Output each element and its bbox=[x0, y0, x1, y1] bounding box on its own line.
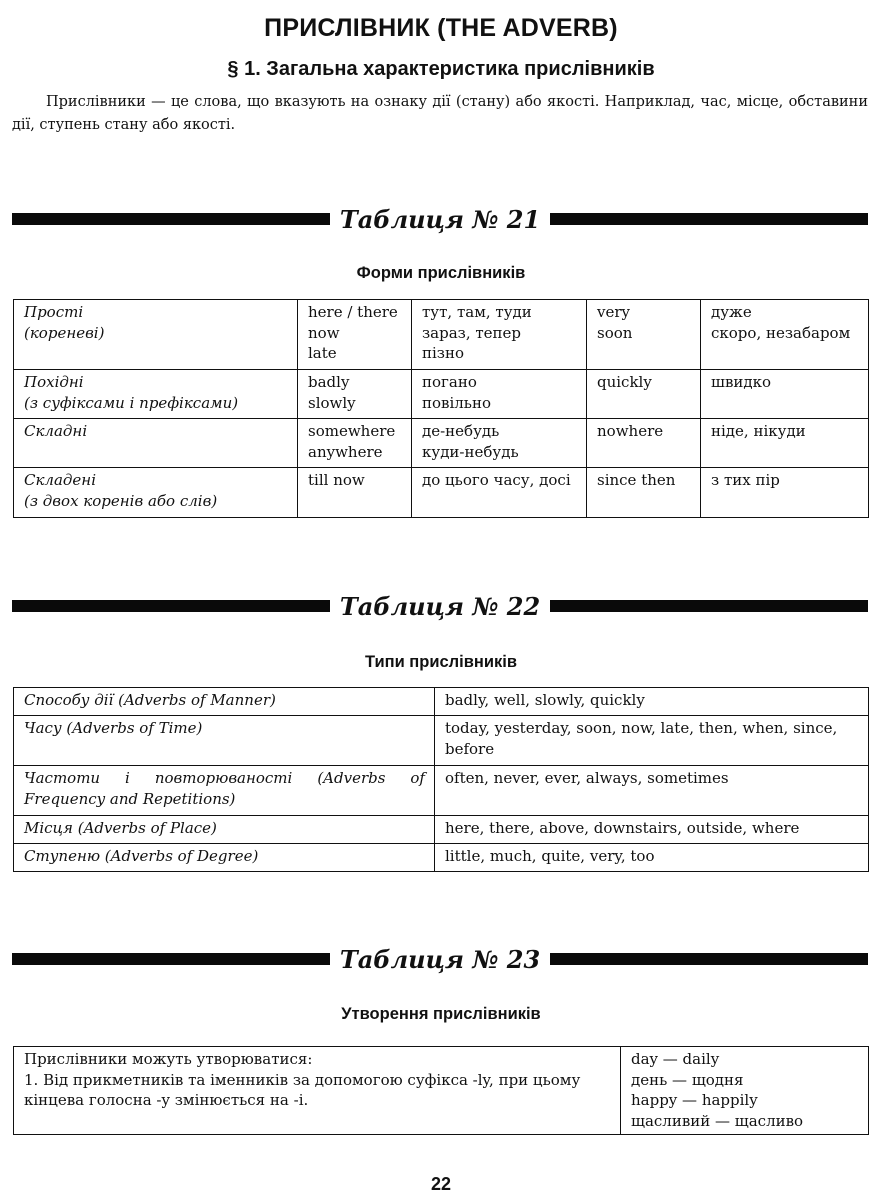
table-21-heading: Таблиця № 21 bbox=[339, 204, 541, 234]
formation-example: щасливий — щасливо bbox=[631, 1111, 804, 1130]
cell-line: куди-небудь bbox=[422, 442, 519, 461]
table-row bbox=[14, 1047, 869, 1135]
adverb-examples-cell: little, much, quite, very, too bbox=[435, 844, 869, 872]
cell-line: slowly bbox=[308, 393, 356, 412]
cell-line: ніде, нікуди bbox=[711, 422, 806, 440]
cell-line: (з двох коренів або слів) bbox=[24, 491, 218, 510]
formation-example: день — щодня bbox=[631, 1070, 744, 1089]
table-23-banner bbox=[12, 943, 868, 975]
formation-example: happy — happily bbox=[631, 1091, 758, 1109]
cell-line: very bbox=[597, 303, 630, 321]
table-row bbox=[14, 419, 869, 468]
cell-line: дуже bbox=[711, 303, 752, 321]
forms-cell-en1 bbox=[298, 300, 412, 370]
table-row bbox=[14, 468, 869, 518]
cell-line: Складені bbox=[24, 471, 96, 489]
page-number: 22 bbox=[430, 1174, 452, 1194]
formation-examples-cell bbox=[621, 1047, 869, 1135]
table-row bbox=[14, 370, 869, 419]
forms-cell-ua2 bbox=[701, 468, 869, 518]
forms-cell-ua2 bbox=[701, 300, 869, 370]
forms-cell-ua1 bbox=[412, 370, 587, 419]
adverb-type-cell: Місця (Adverbs of Place) bbox=[14, 816, 435, 844]
formation-rule-intro: Прислівники можуть утворюватися: bbox=[24, 1050, 313, 1068]
cell-line: here / there bbox=[308, 303, 398, 321]
banner-bar-right bbox=[550, 600, 868, 612]
forms-cell-category bbox=[14, 468, 298, 518]
adverb-examples-cell: here, there, above, downstairs, outside, where bbox=[435, 816, 869, 844]
adverb-examples-cell: today, yesterday, soon, now, late, then, when, since, before bbox=[435, 716, 869, 766]
page-title: ПРИСЛІВНИК (THE ADVERB) bbox=[264, 14, 618, 42]
section-heading: § 1. Загальна характеристика прислівників bbox=[227, 58, 655, 80]
cell-line: Складні bbox=[24, 422, 88, 440]
adverb-examples-cell: badly, well, slowly, quickly bbox=[435, 688, 869, 716]
forms-cell-en2 bbox=[587, 468, 701, 518]
forms-cell-category bbox=[14, 419, 298, 468]
forms-cell-ua2 bbox=[701, 419, 869, 468]
table-23-heading: Таблиця № 23 bbox=[339, 944, 541, 974]
cell-line: пізно bbox=[422, 344, 465, 362]
cell-line: де-небудь bbox=[422, 422, 500, 440]
table-row bbox=[14, 716, 869, 766]
cell-line: тут, там, туди bbox=[422, 303, 532, 321]
adverb-type-cell: Способу дії (Adverbs of Manner) bbox=[14, 688, 435, 716]
formation-rule-text: 1. Від прикметників та іменників за допомогою суфікса -ly, при цьому кінцева голосна -y змінюється на -i. bbox=[24, 1070, 581, 1109]
cell-line: з тих пір bbox=[711, 471, 780, 489]
cell-line: badly bbox=[308, 373, 350, 391]
cell-line: повільно bbox=[422, 393, 491, 412]
forms-cell-en2 bbox=[587, 370, 701, 419]
banner-bar-left bbox=[12, 213, 330, 225]
cell-line: швидко bbox=[711, 373, 772, 391]
forms-cell-en1 bbox=[298, 419, 412, 468]
adverb-formation-table bbox=[13, 1046, 869, 1135]
cell-line: скоро, незабаром bbox=[711, 323, 851, 342]
table-21-banner bbox=[12, 203, 868, 235]
forms-cell-en1 bbox=[298, 468, 412, 518]
forms-cell-ua1 bbox=[412, 300, 587, 370]
cell-line: Похідні bbox=[24, 373, 84, 391]
table-row bbox=[14, 688, 869, 716]
banner-bar-right bbox=[550, 213, 868, 225]
cell-line: soon bbox=[597, 323, 633, 342]
forms-cell-ua1 bbox=[412, 468, 587, 518]
cell-line: до цього часу, досі bbox=[422, 471, 571, 489]
intro-paragraph: Прислівники — це слова, що вказують на ознаку дії (стану) або якості. Наприклад, час, місце, обставини дії, ступень стану або якості. bbox=[12, 94, 868, 133]
table-row bbox=[14, 816, 869, 844]
cell-line: (кореневі) bbox=[24, 323, 105, 342]
table-22-heading: Таблиця № 22 bbox=[339, 591, 541, 621]
table-row bbox=[14, 300, 869, 370]
cell-line: quickly bbox=[597, 373, 652, 391]
cell-line: anywhere bbox=[308, 442, 383, 461]
cell-line: now bbox=[308, 323, 340, 342]
forms-cell-ua1 bbox=[412, 419, 587, 468]
forms-cell-category bbox=[14, 300, 298, 370]
adverb-type-cell: Часу (Adverbs of Time) bbox=[14, 716, 435, 766]
adverb-examples-cell: often, never, ever, always, sometimes bbox=[435, 766, 869, 816]
forms-cell-en2 bbox=[587, 300, 701, 370]
cell-line: погано bbox=[422, 373, 477, 391]
banner-bar-right bbox=[550, 953, 868, 965]
cell-line: somewhere bbox=[308, 422, 396, 440]
forms-cell-en2 bbox=[587, 419, 701, 468]
adverb-type-cell: Ступеню (Adverbs of Degree) bbox=[14, 844, 435, 872]
table-row bbox=[14, 844, 869, 872]
cell-line: since then bbox=[597, 471, 676, 489]
cell-line: зараз, тепер bbox=[422, 323, 522, 342]
cell-line: Прості bbox=[24, 303, 84, 321]
adverb-types-table bbox=[13, 687, 869, 872]
table-22-banner bbox=[12, 590, 868, 622]
table-23-subtitle: Утворення прислівників bbox=[341, 1005, 541, 1023]
formation-example: day — daily bbox=[631, 1050, 720, 1068]
formation-rule-cell bbox=[14, 1047, 621, 1135]
adverb-type-cell: Частоти і повторюваності (Adverbs of Frequency and Repetitions) bbox=[14, 766, 435, 816]
banner-bar-left bbox=[12, 600, 330, 612]
forms-cell-category bbox=[14, 370, 298, 419]
table-22-subtitle: Типи прислівників bbox=[365, 653, 517, 671]
cell-line: nowhere bbox=[597, 422, 664, 440]
table-21-subtitle: Форми прислівників bbox=[356, 264, 526, 282]
table-row bbox=[14, 766, 869, 816]
cell-line: (з суфіксами і префіксами) bbox=[24, 393, 239, 412]
adverb-forms-table bbox=[13, 299, 869, 518]
banner-bar-left bbox=[12, 953, 330, 965]
forms-cell-ua2 bbox=[701, 370, 869, 419]
forms-cell-en1 bbox=[298, 370, 412, 419]
cell-line: late bbox=[308, 344, 337, 362]
cell-line: till now bbox=[308, 471, 365, 489]
